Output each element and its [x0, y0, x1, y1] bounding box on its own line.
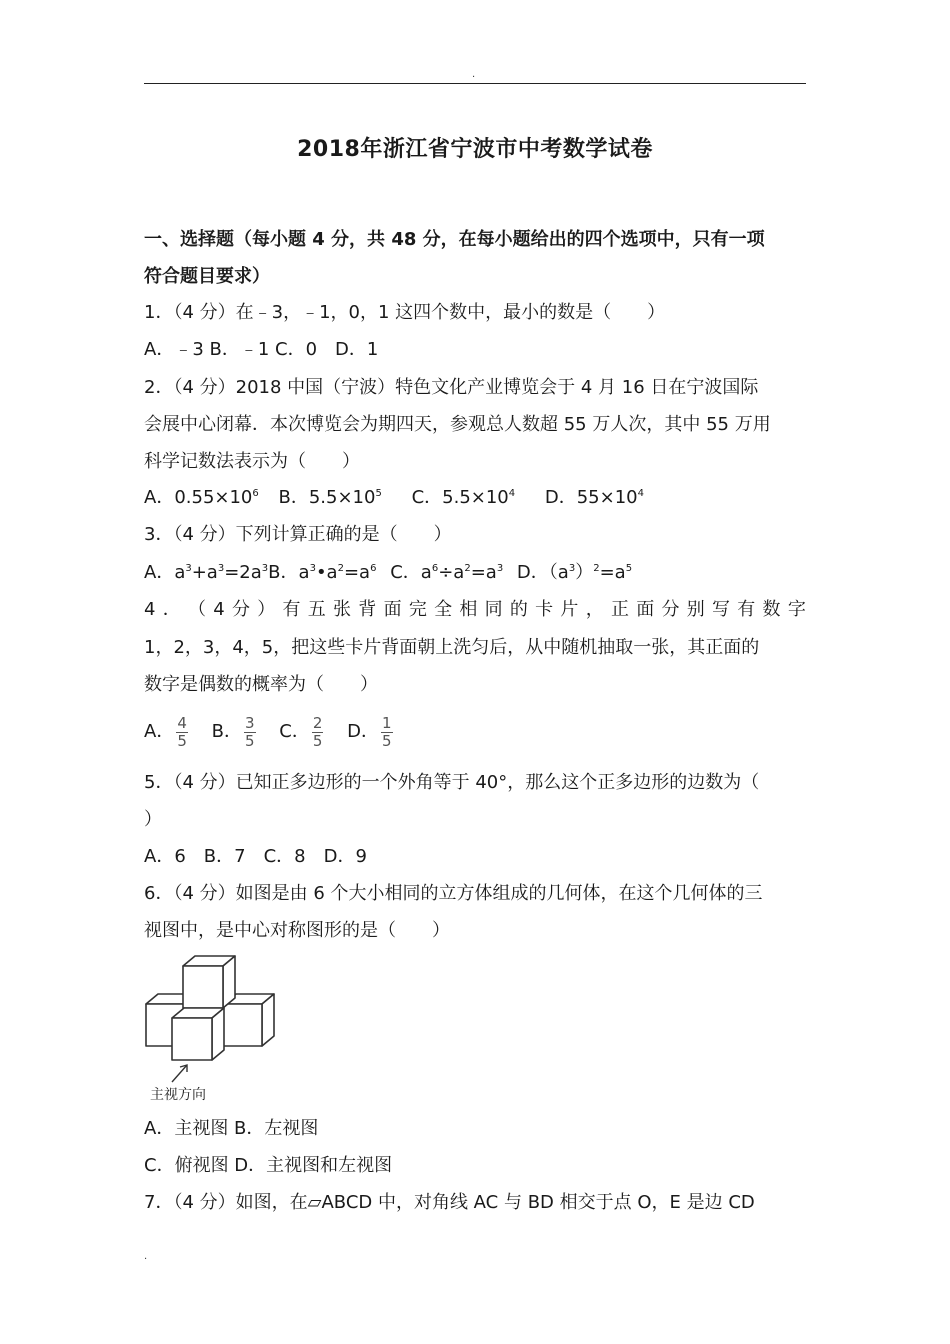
fraction: $\frac{4}{5}$	[177, 713, 187, 750]
fraction: $\frac{1}{5}$	[381, 713, 392, 750]
q6-line1: 6．（4 分）如图是由 6 个大小相同的立方体组成的几何体，在这个几何体的三	[144, 883, 763, 904]
q6-options-cd: C．俯视图 D．主视图和左视图	[144, 1155, 393, 1176]
section-heading-line2: 符合题目要求）	[144, 266, 270, 287]
q3-text: 3．（4 分）下列计算正确的是（ ）	[144, 524, 452, 545]
q6-line2: 视图中，是中心对称图形的是（ ）	[144, 920, 450, 941]
q4-option-a: A． $\frac{4}{5}$	[144, 713, 187, 750]
q2-option-d: D．$55\times 10^4$	[544, 487, 645, 508]
q2-option-b: B．$5.5\times 10^5$	[278, 487, 382, 508]
q2-options	[144, 486, 658, 510]
page-title: 2018年浙江省宁波市中考数学试卷	[297, 137, 653, 162]
fraction: $\frac{2}{5}$	[312, 713, 323, 750]
q6-options-ab: A．主视图 B．左视图	[144, 1118, 319, 1139]
q5-options: A．6 B．7 C．8 D．9	[144, 846, 367, 867]
cube-drawing	[142, 952, 278, 1104]
q4-line2: 1，2，3，4，5，把这些卡片背面朝上洗匀后，从中随机抽取一张，其正面的	[144, 637, 760, 658]
q4-option-d: D． $\frac{1}{5}$	[347, 713, 392, 750]
header-dot: .	[472, 69, 476, 80]
q3-option-d: D．$(a^3)^2=a^5$	[516, 562, 633, 583]
footer-dot: .	[144, 1251, 148, 1262]
q2-option-c: C．$5.5\times 10^4$	[411, 487, 516, 508]
header-rule	[144, 83, 806, 84]
cube-figure	[142, 952, 278, 1104]
section-heading-line1: 一、选择题（每小题 4 分，共 48 分，在每小题给出的四个选项中，只有一项	[144, 229, 765, 250]
q1-options: A．﹣3 B．﹣1 C．0 D．1	[144, 339, 379, 360]
q3-option-a: A．$a^3+a^3=2a^3$	[144, 562, 269, 583]
q2-line1: 2．（4 分）2018 中国（宁波）特色文化产业博览会于 4 月 16 日在宁波国际	[144, 377, 759, 398]
fraction: $\frac{3}{5}$	[244, 713, 255, 750]
figure-label: 主视方向	[150, 1087, 206, 1103]
q3-option-c: C．$a^6\div a^2=a^3$	[390, 562, 504, 583]
q3-option-b: B．$a^3•a^2=a^6$	[268, 562, 377, 583]
q4-line3: 数字是偶数的概率为（ ）	[144, 674, 378, 695]
q2-line3: 科学记数法表示为（ ）	[144, 451, 360, 472]
q2-line2: 会展中心闭幕．本次博览会为期四天，参观总人数超 55 万人次，其中 55 万用	[144, 414, 771, 435]
q7-line1: 7．（4 分）如图，在▱ABCD 中，对角线 AC 与 BD 相交于点 O，E 是边 CD	[144, 1192, 755, 1213]
q1-text: 1．（4 分）在﹣3，﹣1，0，1 这四个数中，最小的数是（ ）	[144, 302, 666, 323]
q5-line1: 5．（4 分）已知正多边形的一个外角等于 40°，那么这个正多边形的边数为（	[144, 772, 760, 793]
q4-options	[144, 714, 411, 750]
q3-options	[144, 561, 632, 585]
q4-option-c: C． $\frac{2}{5}$	[279, 713, 323, 750]
q4-option-b: B． $\frac{3}{5}$	[211, 713, 255, 750]
q2-option-a: A．$0.55\times 10^6$	[144, 487, 259, 508]
q4-line1: 4 ． （ 4 分 ） 有 五 张 背 面 完 全 相 同 的 卡 片 ， 正 面 分 别 写 有 数 字	[144, 599, 806, 620]
q5-line2: ）	[144, 809, 162, 830]
